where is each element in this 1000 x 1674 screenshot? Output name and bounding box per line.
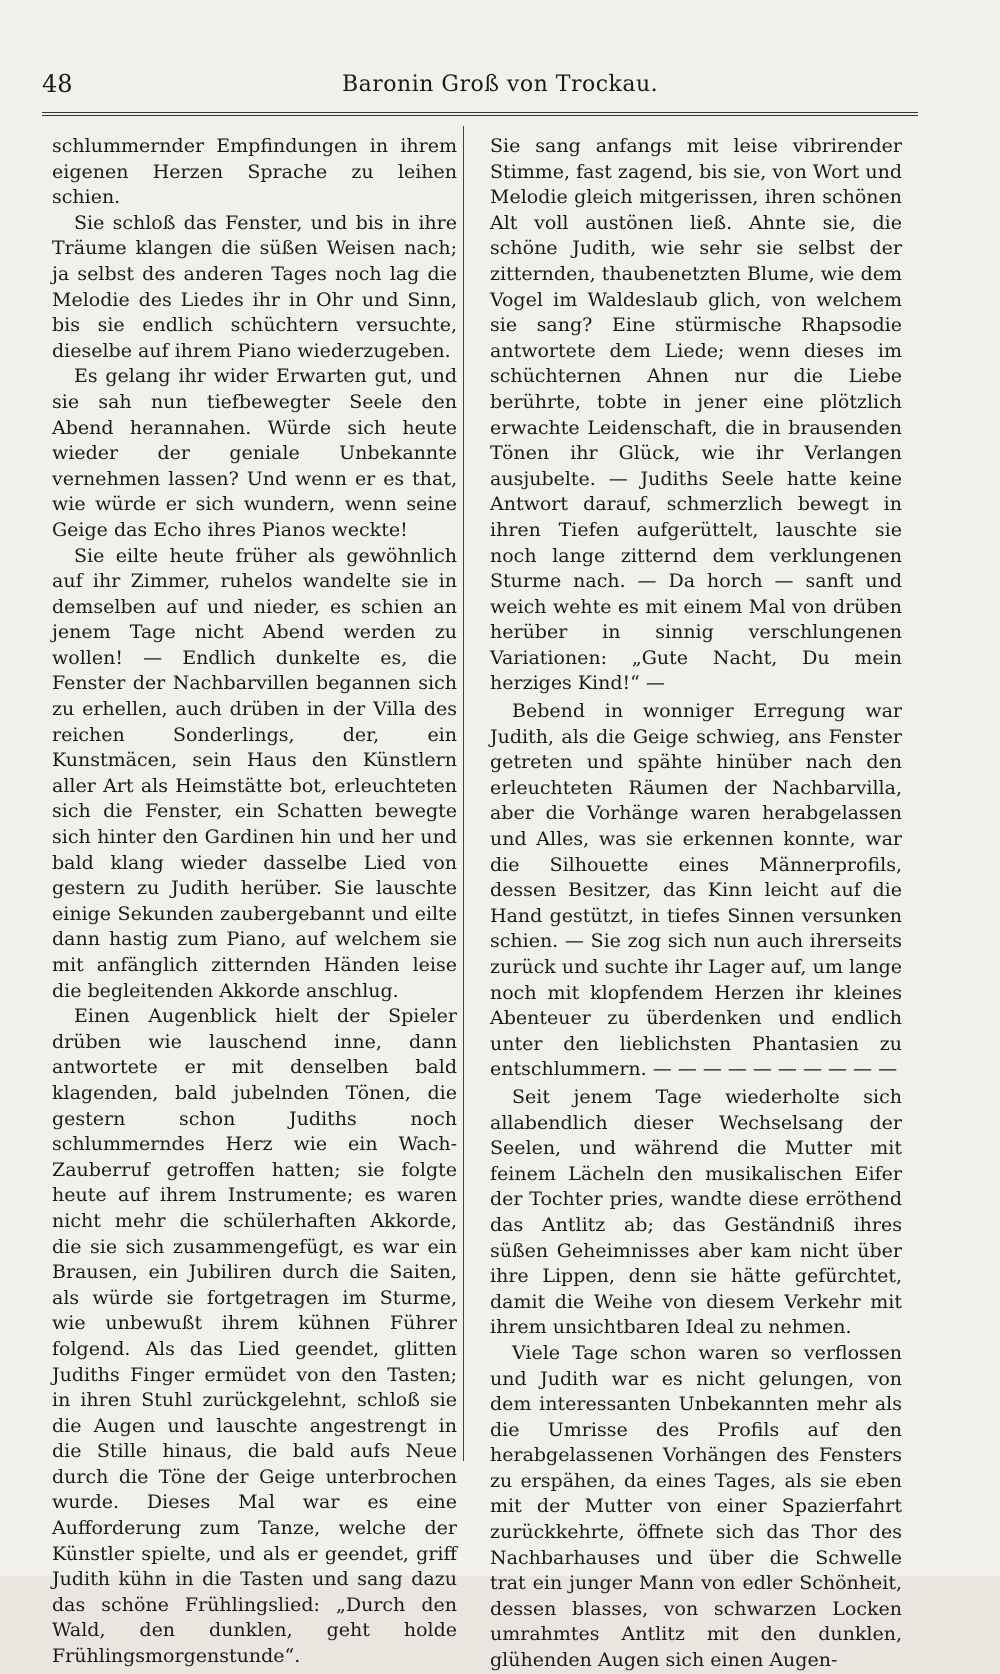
paragraph: Viele Tage schon waren so verflossen und Judith war es nicht gelungen, von dem interessanten Unbekannten mehr als die Umrisse des Profils auf den herabgelassenen Vorhängen des Fensters zu erspähen, da eines Tages, als sie eben mit der Mutter von einer Spazierfahrt zurückkehrte, öffnete sich das Thor des Nachbarhauses und über die Schwelle trat ein junger Mann von edler Schönheit, dessen blasses, von schwarzen Locken umrahmtes Antlitz mit den dunklen, glühenden Augen sich einen Augen- [490,1341,902,1672]
page-header [42,70,918,106]
column-divider [463,126,464,1461]
paragraph: schlummernder Empfindungen in ihrem eigenen Herzen Sprache zu leihen schien. [52,135,457,209]
page-number: 48 [42,70,73,98]
left-column [52,134,457,1670]
header-rule [42,112,918,116]
paragraph: Sie sang anfangs mit leise vibrirender Stimme, fast zagend, bis sie, von Wort und Melodie gleich mitgerissen, ihren schönen Alt voll austönen ließ. Ahnte sie, die schöne Judith, wie sehr sie selbst der zitternden, thaubenetzten Blume, wie dem Vogel im Waldeslaub glich, von welchem sie sang? Eine stürmische Rhapsodie antwortete dem Liede; wenn dieses im schüchternen Ahnen nur die Liebe berührte, tobte in jener eine plötzlich erwachte Leidenschaft, die in brausenden Tönen ihr Glück, wie ihr Verlangen ausjubelte. — Judiths Seele hatte keine Antwort darauf, schmerzlich bewegt in ihren Tiefen aufgerüttelt, lauschte sie noch lange zitternd dem verklungenen Sturme nach. — Da horch — sanft und weich wehte es mit einem Mal von drüben herüber in sinnig verschlungenen Variationen: „Gute Nacht, Du mein herziges Kind!“ — [490,135,902,695]
right-column [490,134,902,1674]
paragraph: Einen Augenblick hielt der Spieler drüben wie lauschend inne, dann antwortete er mit denselben bald klagenden, bald jubelnden Tönen, die gestern schon Judiths noch schlummerndes Herz wie ein Wach-Zauberruf getroffen hatten; sie folgte heute auf ihrem Instrumente; es waren nicht mehr die schülerhaften Akkorde, die sie sich zusammengefügt, es war ein Brausen, ein Jubiliren durch die Saiten, als würde sie fortgetragen im Sturme, wie unbewußt ihrem kühnen Führer folgend. Als das Lied geendet, glitten Judiths Finger ermüdet von den Tasten; in ihren Stuhl zurückgelehnt, schloß sie die Augen und lauschte angestrengt in die Stille hinaus, die bald aufs Neue durch die Töne der Geige unterbrochen wurde. Dieses Mal war es eine Aufforderung zum Tanze, welche der Künstler spielte, und als er geendet, griff Judith kühn in die Tasten und sang dazu das schöne Frühlingslied: „Durch den Wald, den dunklen, geht holde Frühlingsmorgenstunde“. [52,1005,457,1668]
paragraph: Sie eilte heute früher als gewöhnlich auf ihr Zimmer, ruhelos wandelte sie in demselben auf und nieder, es schien an jenem Tage nicht Abend werden zu wollen! — Endlich dunkelte es, die Fenster der Nachbarvillen begannen sich zu erhellen, auch drüben in der Villa des reichen Sonderlings, der, ein Kunstmäcen, sein Haus den Künstlern aller Art als Heimstätte bot, erleuchteten sich die Fenster, ein Schatten bewegte sich hinter den Gardinen hin und her und bald klang wieder dasselbe Lied von gestern zu Judith herüber. Sie lauschte einige Sekunden zaubergebannt und eilte dann hastig zum Piano, auf welchem sie mit anfänglich zitternden Händen leise die begleitenden Akkorde anschlug. [52,544,457,1002]
paragraph: Es gelang ihr wider Erwarten gut, und sie sah nun tiefbewegter Seele den Abend herannahen. Würde sich heute wieder der geniale Unbekannte vernehmen lassen? Und wenn er es that, wie würde er sich wundern, wenn seine Geige das Echo ihres Pianos weckte! [52,365,457,541]
paragraph: Seit jenem Tage wiederholte sich allabendlich dieser Wechselsang der Seelen, und während die Mutter mit feinem Lächeln den musikalischen Eifer der Tochter pries, wandte diese erröthend das Antlitz ab; das Geständniß ihres süßen Geheimnisses aber kam nicht über ihre Lippen, denn sie hätte gefürchtet, damit die Weihe von diesem Verkehr mit ihrem unsichtbaren Ideal zu nehmen. [490,1085,902,1339]
paragraph: Sie schloß das Fenster, und bis in ihre Träume klangen die süßen Weisen nach; ja selbst des anderen Tages noch lag die Melodie des Liedes ihr in Ohr und Sinn, bis sie endlich schüchtern versuchte, dieselbe auf ihrem Piano wiederzugeben. [52,211,457,362]
paragraph: Bebend in wonniger Erregung war Judith, als die Geige schwieg, ans Fenster getreten und spähte hinüber nach den erleuchteten Räumen der Nachbarvilla, aber die Vorhänge waren herabgelassen und Alles, was sie erkennen konnte, war die Silhouette eines Männerprofils, dessen Besitzer, das Kinn leicht auf die Hand gestützt, in tiefes Sinnen versunken schien. — Sie zog sich nun auch ihrerseits zurück und suchte ihr Lager auf, um lange noch mit klopfendem Herzen ihr kleines Abenteuer zu überdenken und endlich unter den lieblichsten Phantasien zu entschlummern. — — — — — — — — — — [490,700,902,1081]
running-title: Baronin Groß von Trockau. [342,72,659,97]
